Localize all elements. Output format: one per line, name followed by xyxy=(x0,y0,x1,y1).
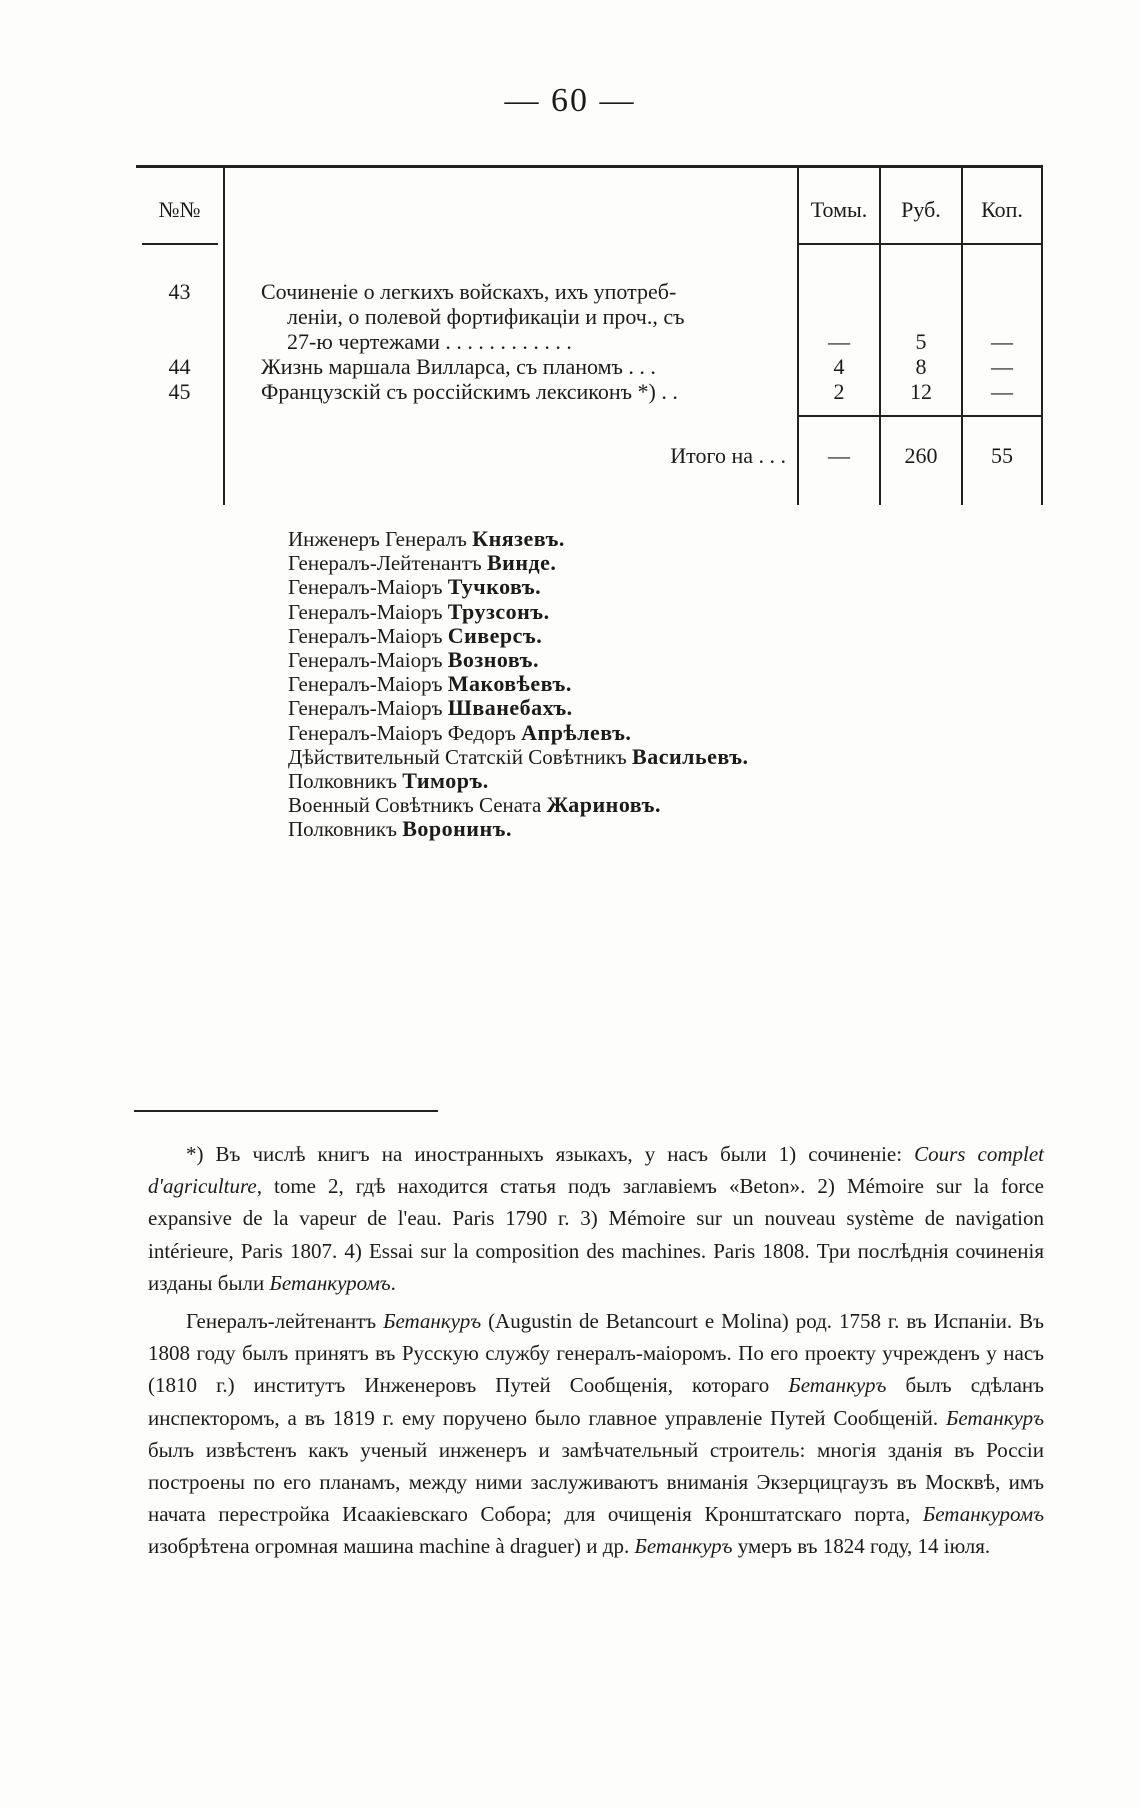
rank: Инженеръ Генералъ xyxy=(288,527,467,551)
header-volumes: Томы. xyxy=(810,197,868,222)
page-number: — 60 — xyxy=(504,82,636,119)
footnote-paragraph: Генералъ-лейтенантъ Бетанкуръ (Augustin de Betancourt e Molina) род. 1758 г. въ Испаніи. Въ 1808 году былъ принятъ въ Русскую службу генералъ-маіоромъ. По его проекту учрежденъ у насъ (1810 г.) институтъ Инженеровъ Путей Сообщенія, котораго Бетанкуръ былъ сдѣланъ инспекторомъ, а въ 1819 г. ему поручено было главное управленіе Путей Сообщеній. Бетанкуръ былъ извѣстенъ какъ ученый инженеръ и замѣчательный строитель: многія зданія въ Россіи построены по его планамъ, между ними заслуживаютъ вниманія Экзерцицгаузъ въ Москвѣ, имъ начата перестройка Исаакіевскаго Собора; для очищенія Кронштатскаго порта, Бетанкуромъ изобрѣтена огромная машина machine à draguer) и др. Бетанкуръ умеръ въ 1824 году, 14 іюля. xyxy=(148,1309,1045,1559)
row-number: 44 xyxy=(168,354,191,379)
row-title-line: 27-ю чертежами . . . . . . . . . . . . xyxy=(287,329,572,354)
total-kopecks: 55 xyxy=(991,443,1013,468)
surname: Воронинъ. xyxy=(402,816,512,842)
surname: Тиморъ. xyxy=(402,768,489,794)
list-item xyxy=(288,527,938,551)
rank: Военный Совѣтникъ Сената xyxy=(288,793,542,818)
surname: Апрѣлевъ. xyxy=(521,719,632,745)
row-kopecks: — xyxy=(991,379,1013,404)
price-table xyxy=(136,165,1043,505)
header-rubles: Руб. xyxy=(901,197,941,222)
list-item xyxy=(288,745,938,769)
header-kopecks: Коп. xyxy=(981,197,1023,222)
footnote xyxy=(148,1138,1044,1563)
list-item xyxy=(288,696,938,720)
row-rubles: 5 xyxy=(915,329,927,354)
header-rule xyxy=(797,243,1041,245)
row-volumes: — xyxy=(828,329,850,354)
row-title-line: Жизнь маршала Вилларса, съ планомъ . . . xyxy=(261,354,656,379)
rank: Генералъ-Маіоръ xyxy=(288,623,443,648)
row-number: 43 xyxy=(168,279,191,304)
header-no: №№ xyxy=(158,197,201,222)
total-volumes: — xyxy=(828,443,850,468)
row-title-line: Французскій съ россійскимъ лексиконъ *) . . xyxy=(261,379,678,404)
column-divider xyxy=(223,168,225,505)
list-item xyxy=(288,624,938,648)
total-rule xyxy=(797,415,1041,417)
list-item xyxy=(288,648,938,672)
rank: Генералъ-Маіоръ xyxy=(288,672,443,697)
row-rubles: 12 xyxy=(910,379,932,404)
rank: Генералъ-Маіоръ xyxy=(288,648,443,673)
surname: Князевъ. xyxy=(472,526,565,551)
rank: Полковникъ xyxy=(288,817,397,842)
row-volumes: 2 xyxy=(833,379,845,404)
list-item xyxy=(288,769,938,793)
surname: Трузсонъ. xyxy=(447,598,550,624)
row-title-line: леніи, о полевой фортификаціи и проч., съ xyxy=(287,304,685,329)
surname: Шванебахъ. xyxy=(447,695,573,721)
row-kopecks: — xyxy=(991,354,1013,379)
row-number: 45 xyxy=(168,379,191,404)
list-item xyxy=(288,793,938,817)
rank: Генералъ-Маіоръ xyxy=(288,599,443,624)
list-item xyxy=(288,672,938,696)
list-item xyxy=(288,600,938,624)
total-rubles: 260 xyxy=(904,443,938,468)
list-item xyxy=(288,817,938,841)
surname: Сиверсъ. xyxy=(447,622,543,648)
row-volumes: 4 xyxy=(833,354,845,379)
surname: Тучковъ. xyxy=(447,574,542,600)
rank: Генералъ-Маіоръ xyxy=(288,696,443,721)
column-divider xyxy=(1041,168,1043,505)
surname: Маковѣевъ. xyxy=(447,671,572,697)
rank: Генералъ-Маіоръ xyxy=(288,575,443,600)
surname: Васильевъ. xyxy=(632,743,749,769)
rank: Дѣйствительный Статскій Совѣтникъ xyxy=(288,744,627,769)
surname: Возновъ. xyxy=(447,647,540,673)
row-title-line: Сочиненіе о легкихъ войскахъ, ихъ употреб- xyxy=(261,279,677,304)
footnote-paragraph: *) Въ числѣ книгъ на иностранныхъ языкахъ, у насъ были 1) сочиненіе: Cours complet d'agriculture, tome 2, гдѣ находится статья подъ заглавіемъ «Beton». 2) Mémoire sur la force expansive de la vapeur de l'eau. Paris 1790 г. 3) Mémoire sur un nouveau système de navigation intérieure, Paris 1807. 4) Essai sur la composition des machines. Paris 1808. Три послѣднія сочиненія изданы были Бетанкуромъ. xyxy=(148,1142,1045,1295)
footnote-separator xyxy=(134,1110,438,1112)
list-item xyxy=(288,551,938,575)
rank: Полковникъ xyxy=(288,769,397,794)
surname: Жариновъ. xyxy=(546,792,661,818)
row-rubles: 8 xyxy=(915,354,927,379)
total-label: Итого на . . . xyxy=(670,443,786,468)
officials-list xyxy=(288,527,938,842)
list-item xyxy=(288,575,938,599)
header-rule xyxy=(142,243,218,245)
surname: Винде. xyxy=(487,550,557,576)
list-item xyxy=(288,721,938,745)
rank: Генералъ-Маіоръ Федоръ xyxy=(288,720,516,745)
rank: Генералъ-Лейтенантъ xyxy=(288,551,482,576)
row-kopecks: — xyxy=(991,329,1013,354)
